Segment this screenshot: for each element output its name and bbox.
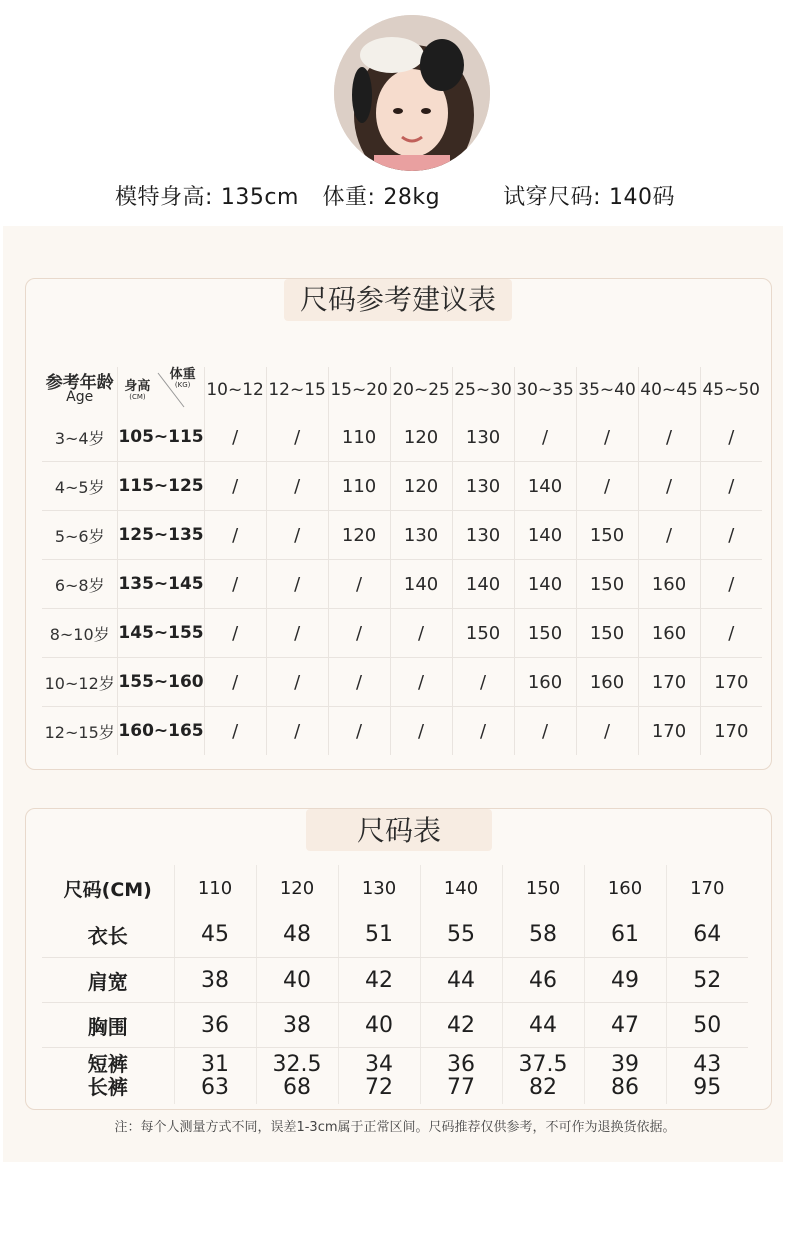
size-cell: / xyxy=(328,560,390,609)
model-height: 模特身高: 135cm xyxy=(115,185,299,210)
size-col: 160 xyxy=(584,865,666,911)
recommend-table xyxy=(42,367,762,755)
weight-col: 15~20 xyxy=(328,367,390,413)
recommend-row xyxy=(42,462,762,511)
recommend-row xyxy=(42,707,762,756)
pants-cell: 31 63 xyxy=(174,1048,256,1105)
height-cell: 155~160 xyxy=(118,658,204,707)
measure-cell: 47 xyxy=(584,1003,666,1048)
size-cell: / xyxy=(204,462,266,511)
measure-cell: 44 xyxy=(502,1003,584,1048)
size-cell: / xyxy=(700,560,762,609)
size-cell: / xyxy=(266,511,328,560)
size-cell: / xyxy=(204,413,266,462)
size-cell: 150 xyxy=(452,609,514,658)
size-cell: 140 xyxy=(452,560,514,609)
sizechart-row-pants xyxy=(42,1048,748,1105)
age-cell: 6~8岁 xyxy=(42,560,118,609)
height-cell: 135~145 xyxy=(118,560,204,609)
measure-cell: 48 xyxy=(256,911,338,958)
size-cell: / xyxy=(266,560,328,609)
measure-label: 衣长 xyxy=(42,911,174,958)
size-cell: / xyxy=(452,658,514,707)
size-header-label: 尺码(CM) xyxy=(63,878,152,901)
size-cell: 170 xyxy=(638,658,700,707)
measure-cell: 61 xyxy=(584,911,666,958)
model-size: 试穿尺码: 140码 xyxy=(503,185,675,210)
measure-cell: 38 xyxy=(256,1003,338,1048)
height-cell: 160~165 xyxy=(118,707,204,756)
size-cell: / xyxy=(638,413,700,462)
size-cell: / xyxy=(204,707,266,756)
size-cell: 110 xyxy=(328,413,390,462)
size-cell: / xyxy=(390,609,452,658)
recommend-row xyxy=(42,560,762,609)
height-cell: 115~125 xyxy=(118,462,204,511)
size-cell: / xyxy=(638,462,700,511)
weight-col: 25~30 xyxy=(452,367,514,413)
size-cell: 130 xyxy=(390,511,452,560)
age-cell: 3~4岁 xyxy=(42,413,118,462)
sizechart-row xyxy=(42,1003,748,1048)
size-cell: 140 xyxy=(514,462,576,511)
size-cell: 170 xyxy=(700,658,762,707)
height-cell: 105~115 xyxy=(118,413,204,462)
measure-cell: 40 xyxy=(256,958,338,1003)
age-cell: 8~10岁 xyxy=(42,609,118,658)
age-cell: 10~12岁 xyxy=(42,658,118,707)
size-cell: / xyxy=(266,413,328,462)
size-cell: / xyxy=(266,462,328,511)
pants-cell: 34 72 xyxy=(338,1048,420,1105)
age-cell: 5~6岁 xyxy=(42,511,118,560)
age-header: 参考年龄 Age xyxy=(45,373,114,405)
size-cell: 140 xyxy=(514,560,576,609)
sizechart-row xyxy=(42,911,748,958)
size-cell: / xyxy=(266,658,328,707)
size-cell: / xyxy=(700,413,762,462)
size-cell: / xyxy=(700,511,762,560)
measure-cell: 44 xyxy=(420,958,502,1003)
size-cell: / xyxy=(390,707,452,756)
recommend-row xyxy=(42,413,762,462)
measure-cell: 40 xyxy=(338,1003,420,1048)
recommend-title: 尺码参考建议表 xyxy=(284,279,512,321)
model-info xyxy=(0,180,790,211)
weight-col: 35~40 xyxy=(576,367,638,413)
measure-cell: 45 xyxy=(174,911,256,958)
age-cell: 12~15岁 xyxy=(44,722,115,742)
size-cell: / xyxy=(390,658,452,707)
pants-cell: 37.5 82 xyxy=(502,1048,584,1105)
measure-cell: 46 xyxy=(502,958,584,1003)
recommend-row xyxy=(42,511,762,560)
size-cell: / xyxy=(700,462,762,511)
size-col: 120 xyxy=(256,865,338,911)
size-col: 110 xyxy=(174,865,256,911)
measure-cell: 49 xyxy=(584,958,666,1003)
size-cell: 170 xyxy=(638,707,700,756)
recommend-row xyxy=(42,609,762,658)
size-cell: 110 xyxy=(328,462,390,511)
measure-cell: 38 xyxy=(174,958,256,1003)
measure-cell: 50 xyxy=(666,1003,748,1048)
size-cell: / xyxy=(700,609,762,658)
size-cell: 130 xyxy=(452,462,514,511)
size-cell: 160 xyxy=(514,658,576,707)
size-cell: 150 xyxy=(576,609,638,658)
height-cell: 145~155 xyxy=(118,609,204,658)
height-cell: 125~135 xyxy=(118,511,204,560)
size-col: 150 xyxy=(502,865,584,911)
size-cell: / xyxy=(576,462,638,511)
sizechart-title: 尺码表 xyxy=(306,809,492,851)
measure-label: 肩宽 xyxy=(42,958,174,1003)
measure-cell: 52 xyxy=(666,958,748,1003)
size-cell: / xyxy=(266,609,328,658)
size-cell: 120 xyxy=(390,413,452,462)
size-cell: / xyxy=(328,658,390,707)
sizechart-header-row xyxy=(42,865,748,911)
measure-label: 胸围 xyxy=(42,1003,174,1048)
model-weight: 体重: 28kg xyxy=(322,185,441,210)
size-cell: 130 xyxy=(452,413,514,462)
sizechart-row xyxy=(42,958,748,1003)
size-cell: / xyxy=(576,707,638,756)
recommend-row xyxy=(42,658,762,707)
sizechart-panel xyxy=(25,808,772,1110)
model-photo xyxy=(334,15,490,171)
weight-col: 40~45 xyxy=(638,367,700,413)
size-cell: 120 xyxy=(390,462,452,511)
size-cell: / xyxy=(204,511,266,560)
weight-col: 12~15 xyxy=(266,367,328,413)
measure-cell: 55 xyxy=(420,911,502,958)
weight-col: 30~35 xyxy=(514,367,576,413)
measure-cell: 36 xyxy=(174,1003,256,1048)
size-cell: 140 xyxy=(390,560,452,609)
size-cell: / xyxy=(204,658,266,707)
size-cell: 160 xyxy=(576,658,638,707)
size-cell: 150 xyxy=(514,609,576,658)
size-cell: / xyxy=(328,609,390,658)
size-cell: 140 xyxy=(514,511,576,560)
size-cell: / xyxy=(514,707,576,756)
pants-cell: 43 95 xyxy=(666,1048,748,1105)
pants-cell: 39 86 xyxy=(584,1048,666,1105)
height-weight-header: 身高 (CM) 体重 (KG) xyxy=(118,367,204,413)
sizechart-table xyxy=(42,865,748,1104)
recommend-panel xyxy=(25,278,772,770)
size-cell: 130 xyxy=(452,511,514,560)
measure-cell: 51 xyxy=(338,911,420,958)
pants-cell: 36 77 xyxy=(420,1048,502,1105)
size-cell: / xyxy=(514,413,576,462)
size-col: 140 xyxy=(420,865,502,911)
pants-cell: 32.5 68 xyxy=(256,1048,338,1105)
size-cell: 150 xyxy=(576,511,638,560)
size-col: 170 xyxy=(666,865,748,911)
size-cell: / xyxy=(576,413,638,462)
recommend-header-row xyxy=(42,367,762,413)
disclaimer-note: 注：每个人测量方式不同，误差1-3cm属于正常区间。尺码推荐仅供参考，不可作为退换货依据。 xyxy=(114,1120,676,1135)
measure-cell: 42 xyxy=(338,958,420,1003)
size-cell: 160 xyxy=(638,609,700,658)
weight-col: 20~25 xyxy=(390,367,452,413)
weight-col: 45~50 xyxy=(700,367,762,413)
weight-col: 10~12 xyxy=(204,367,266,413)
measure-cell: 42 xyxy=(420,1003,502,1048)
size-cell: 150 xyxy=(576,560,638,609)
size-cell: / xyxy=(328,707,390,756)
measure-cell: 58 xyxy=(502,911,584,958)
size-cell: 170 xyxy=(700,707,762,756)
size-col: 130 xyxy=(338,865,420,911)
size-cell: 160 xyxy=(638,560,700,609)
size-cell: / xyxy=(452,707,514,756)
measure-cell: 64 xyxy=(666,911,748,958)
age-cell: 4~5岁 xyxy=(42,462,118,511)
size-cell: 120 xyxy=(328,511,390,560)
size-cell: / xyxy=(204,609,266,658)
size-cell: / xyxy=(204,560,266,609)
size-cell: / xyxy=(266,707,328,756)
size-cell: / xyxy=(638,511,700,560)
pants-label: 短裤 长裤 xyxy=(87,1052,128,1099)
